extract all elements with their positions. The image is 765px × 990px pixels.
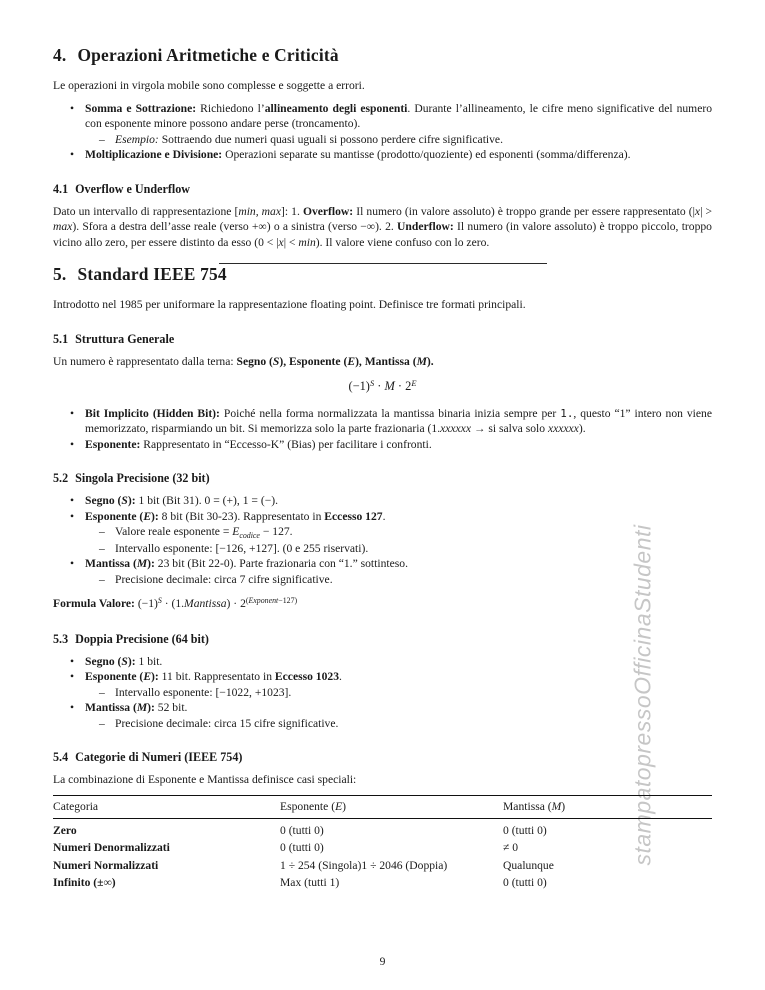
bullet-icon: •: [70, 670, 75, 683]
formula-valore-line: Formula Valore: $(-1)^S$ · (1.Mantissa) · $2^{(Exponent-127)}$: [53, 596, 298, 610]
table-row: [53, 874, 712, 892]
list-item: [53, 654, 712, 670]
bullet-icon: •: [70, 654, 75, 668]
section-5-heading: [53, 264, 712, 285]
section-5-3-number: 5.3: [53, 631, 69, 646]
list-item: [53, 509, 712, 525]
section-5-3-list: [53, 654, 712, 732]
table-cell-category: Numeri Denormalizzati: [53, 841, 170, 854]
bullet-icon: •: [70, 148, 75, 161]
list-item: [53, 556, 712, 572]
table-cell-exponent: 0 (tutti 0): [280, 823, 324, 837]
bullet-icon: •: [70, 406, 75, 420]
list-item-text: Esponente (E): 11 bit. Rappresentato in Eccesso 1023.: [85, 670, 342, 683]
list-item-text: Moltiplicazione e Divisione: Operazioni separate su mantisse (prodotto/quoziente) ed esponenti (somma/differenza).: [85, 148, 631, 161]
dash-icon: –: [99, 132, 105, 146]
section-5-1-title: Struttura Generale: [75, 331, 175, 346]
list-item-text: Intervallo esponente: [−126, +127]. (0 e 255 riservati).: [115, 541, 369, 555]
bullet-icon: •: [70, 509, 75, 523]
table-header-row: [53, 795, 712, 818]
table-cell-mantissa: 0 (tutti 0): [503, 876, 547, 889]
section-5-2-number: 5.2: [53, 471, 69, 485]
table-cell-mantissa: ≠ 0: [503, 841, 519, 854]
section-5-4-title: Categorie di Numeri (IEEE 754): [75, 750, 243, 764]
section-5-1-paragraph: Un numero è rappresentato dalla terna: Segno (S), Esponente (E), Mantissa (M).: [53, 354, 434, 368]
dash-icon: –: [99, 685, 105, 699]
list-item-text: Valore reale esponente = $E_{codice} - 127$.: [115, 525, 293, 540]
table-cell-category: Infinito (±∞): [53, 876, 116, 889]
dash-icon: –: [99, 541, 105, 555]
section-5-4-paragraph: La combinazione di Esponente e Mantissa definisce casi speciali:: [53, 773, 357, 786]
bullet-icon: •: [70, 494, 75, 507]
section-5-3-heading: [53, 632, 712, 647]
list-item-text: Segno (S): 1 bit.: [85, 654, 163, 668]
section-5-intro: Introdotto nel 1985 per uniformare la rappresentazione floating point. Definisce tre formati principali.: [53, 298, 526, 311]
table-cell-exponent: 1 ÷ 254 (Singola)1 ÷ 2046 (Doppia): [280, 858, 448, 872]
table-cell-category: Numeri Normalizzati: [53, 858, 159, 872]
table-cell-mantissa: Qualunque: [503, 858, 554, 872]
list-subitem: [53, 541, 712, 557]
table-cell-exponent: Max (tutti 1): [280, 876, 340, 889]
section-5-number: 5.: [53, 264, 67, 284]
section-4-title: Operazioni Aritmetiche e Criticità: [77, 45, 339, 65]
section-4-list: [53, 101, 712, 163]
list-item: [53, 493, 712, 509]
table-cell-exponent: 0 (tutti 0): [280, 841, 324, 854]
table-cell-mantissa: 0 (tutti 0): [503, 823, 547, 837]
section-5-3-title: Doppia Precisione (64 bit): [75, 631, 209, 646]
section-4-1-paragraph: Dato un intervallo di rappresentazione [min, max]: 1. Overflow: Il numero (in valore assoluto) è troppo grande per essere rappresentato (|x| > max). Sfora a destra dell’asse reale (verso +∞) o a sinistra (verso −∞). 2. Underflow: Il numero (in valore assoluto) è troppo piccolo, troppo vicino allo zero, per essere distinto da esso (0 < |x| < min). Il valore viene confuso con lo zero.: [53, 204, 713, 249]
dash-icon: –: [99, 572, 105, 586]
bullet-icon: •: [70, 101, 75, 115]
list-item-text: Precisione decimale: circa 7 cifre significative.: [115, 572, 333, 586]
page-number: 9: [379, 955, 386, 968]
section-5-4-number: 5.4: [53, 750, 69, 764]
section-4-number: 4.: [53, 45, 67, 65]
section-5-title: Standard IEEE 754: [77, 264, 227, 284]
list-subitem: [53, 572, 712, 588]
table-cell-category: Zero: [53, 823, 77, 837]
list-item-text: Somma e Sottrazione: Richiedono l’allineamento degli esponenti. Durante l’allineamento, le cifre meno significative del numero con esponente minore possono andare perse (troncamento).: [85, 101, 713, 130]
list-item-text: Precisione decimale: circa 15 cifre significative.: [115, 716, 339, 730]
bullet-icon: •: [70, 557, 75, 570]
list-item: [53, 669, 712, 685]
special-cases-table: [53, 795, 712, 892]
dash-icon: –: [99, 525, 105, 538]
dash-icon: –: [99, 716, 105, 730]
section-4-1-heading: [53, 182, 712, 197]
table-row: [53, 857, 712, 875]
table-header-esponente: Esponente (E): [280, 795, 503, 818]
list-item-text: Intervallo esponente: [−1022, +1023].: [115, 685, 292, 699]
list-subitem: [53, 685, 712, 701]
ieee754-formula: $(-1)^S \cdot M \cdot 2^E$: [348, 378, 417, 393]
watermark: stampatopressoOfficinaStudenti: [629, 524, 656, 866]
list-item: [53, 406, 712, 437]
table-header-mantissa: Mantissa (M): [503, 795, 712, 818]
list-subitem: [53, 132, 712, 148]
list-item-text: Esponente (E): 8 bit (Bit 30-23). Rappresentato in Eccesso 127.: [85, 509, 386, 523]
list-item: [53, 700, 712, 716]
bullet-icon: •: [70, 437, 75, 451]
section-4-intro: Le operazioni in virgola mobile sono complesse e soggette a errori.: [53, 79, 365, 92]
list-item-text: Segno (S): 1 bit (Bit 31). 0 = (+), 1 = (−).: [85, 494, 278, 507]
section-5-1-list: [53, 406, 712, 453]
list-item-text: Mantissa (M): 52 bit.: [85, 701, 188, 714]
section-5-2-title: Singola Precisione (32 bit): [75, 471, 210, 485]
list-subitem: [53, 716, 712, 732]
list-subitem: [53, 524, 712, 541]
section-5-4-heading: [53, 750, 712, 765]
section-4-1-title: Overflow e Underflow: [75, 181, 190, 196]
list-item-text: Esempio: Sottraendo due numeri quasi uguali si possono perdere cifre significative.: [115, 132, 503, 146]
list-item-text: Mantissa (M): 23 bit (Bit 22-0). Parte frazionaria con “1.” sottinteso.: [85, 557, 408, 570]
section-5-1-heading: [53, 332, 712, 347]
section-5-1-number: 5.1: [53, 331, 69, 346]
list-item: [53, 437, 712, 453]
list-item-text: Esponente: Rappresentato in “Eccesso-K” (Bias) per facilitare i confronti.: [85, 437, 432, 451]
list-item-text: Bit Implicito (Hidden Bit): Poiché nella forma normalizzata la mantissa binaria inizia sempre per 1., questo “1” intero non viene memorizzato, risparmiando un bit. Si memorizza solo la parte frazionaria (1.xxxxxx → si salva solo xxxxxx).: [85, 406, 712, 435]
bullet-icon: •: [70, 701, 75, 714]
section-4-heading: [53, 45, 712, 66]
table-header-categoria: Categoria: [53, 795, 280, 818]
list-item: [53, 101, 712, 132]
section-4-1-number: 4.1: [53, 181, 69, 196]
section-5-2-heading: [53, 471, 712, 486]
table-row: [53, 818, 712, 839]
table-row: [53, 839, 712, 857]
list-item: [53, 147, 712, 163]
section-5-2-list: [53, 493, 712, 587]
